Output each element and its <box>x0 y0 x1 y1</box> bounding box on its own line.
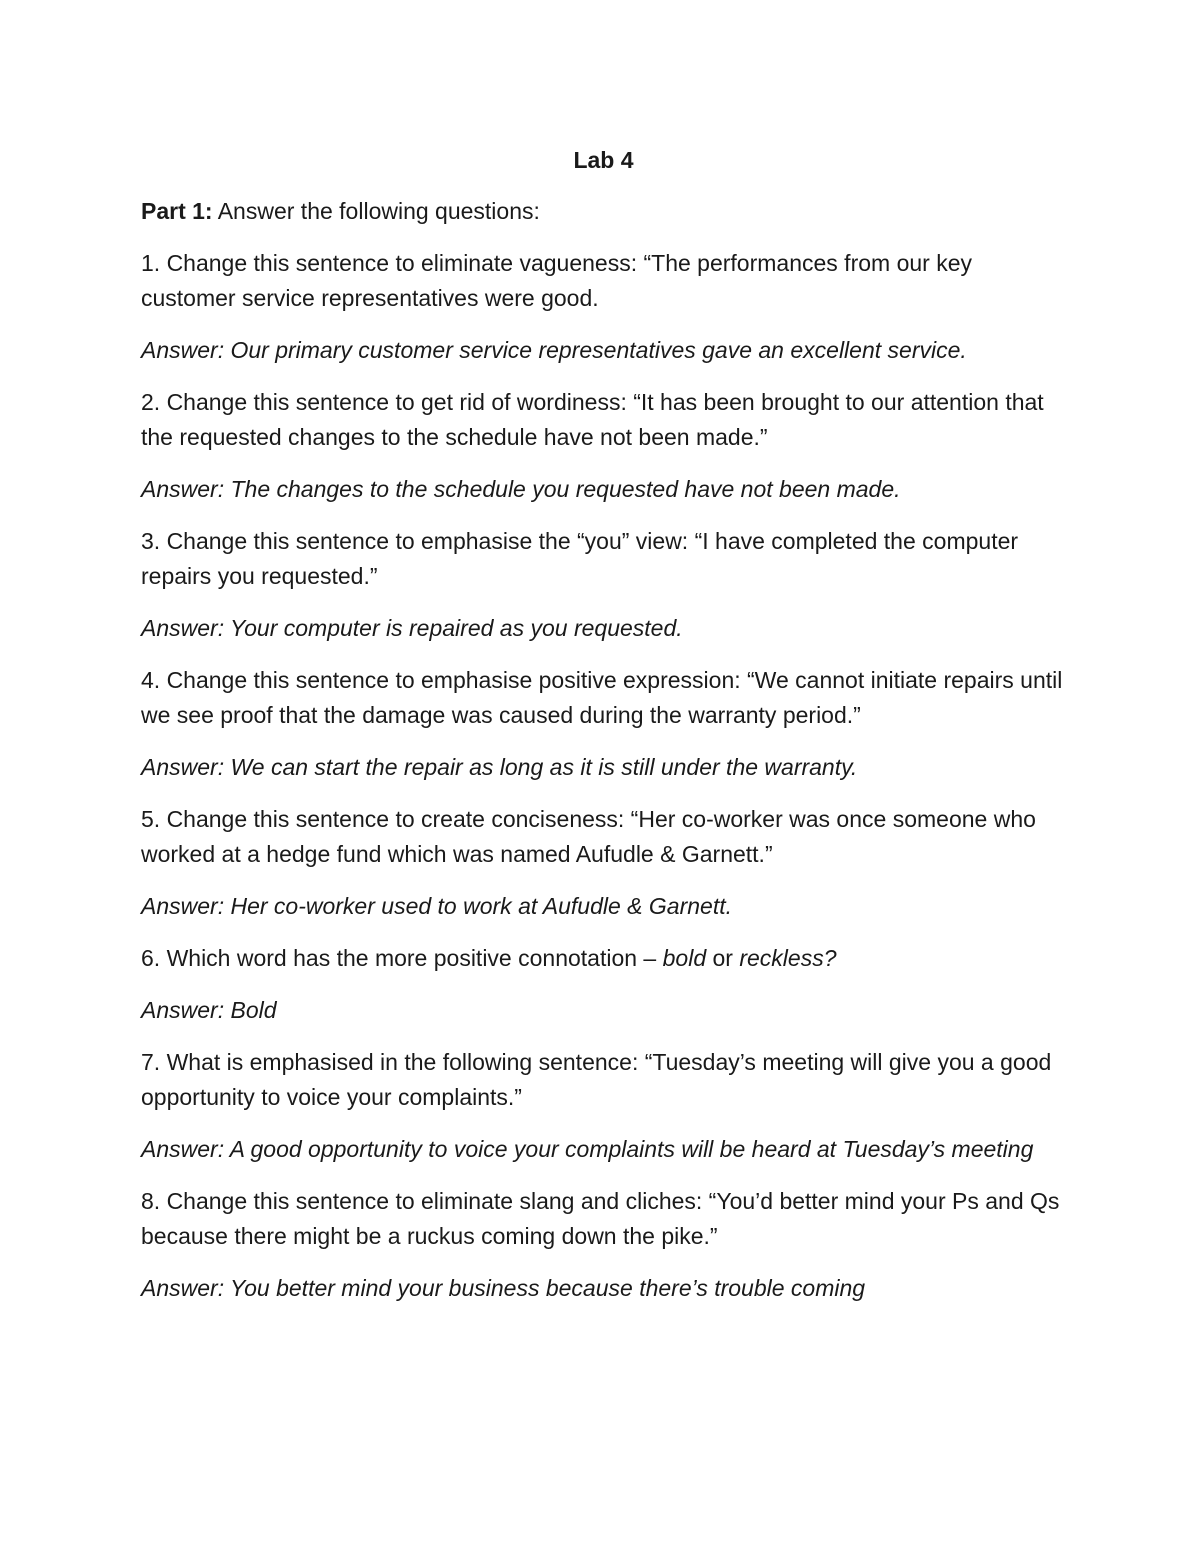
answer-3: Answer: Your computer is repaired as you requested. <box>141 615 683 641</box>
answer-7: Answer: A good opportunity to voice your complaints will be heard at Tuesday’s meeting <box>141 1136 1034 1162</box>
part-intro: Answer the following questions: <box>212 198 540 224</box>
answer-8: Answer: You better mind your business because there’s trouble coming <box>141 1275 866 1301</box>
question-3: 3. Change this sentence to emphasise the “you” view: “I have completed the computer repairs you requested.” <box>141 528 1019 589</box>
question-8: 8. Change this sentence to eliminate slang and cliches: “You’d better mind your Ps and Qs because there might be a ruckus coming down the pike.” <box>141 1188 1060 1249</box>
answer-6: Answer: Bold <box>141 997 277 1023</box>
question-2: 2. Change this sentence to get rid of wordiness: “It has been brought to our attention that the requested changes to the schedule have not been made.” <box>141 389 1044 450</box>
answer-1: Answer: Our primary customer service representatives gave an excellent service. <box>141 337 967 363</box>
question-6-word-bold: bold <box>662 945 707 971</box>
document-body <box>141 143 1066 1323</box>
question-6-suffix: ? <box>823 945 837 971</box>
answer-2: Answer: The changes to the schedule you requested have not been made. <box>141 476 901 502</box>
part-label: Part 1: <box>141 198 213 224</box>
document-title: Lab 4 <box>573 147 634 173</box>
question-6-mid: or <box>706 945 740 971</box>
question-6-word-reckless: reckless <box>739 945 824 971</box>
part-heading <box>141 194 1066 229</box>
answer-4: Answer: We can start the repair as long as it is still under the warranty. <box>141 754 858 780</box>
question-7: 7. What is emphasised in the following sentence: “Tuesday’s meeting will give you a good opportunity to voice your complaints.” <box>141 1049 1052 1110</box>
question-6 <box>141 941 1066 976</box>
question-1: 1. Change this sentence to eliminate vagueness: “The performances from our key customer service representatives were good. <box>141 250 972 311</box>
question-5: 5. Change this sentence to create conciseness: “Her co-worker was once someone who worked at a hedge fund which was named Aufudle & Garnett.” <box>141 806 1036 867</box>
question-4: 4. Change this sentence to emphasise positive expression: “We cannot initiate repairs until we see proof that the damage was caused during the warranty period.” <box>141 667 1063 728</box>
answer-5: Answer: Her co-worker used to work at Aufudle & Garnett. <box>141 893 733 919</box>
question-6-prefix: 6. Which word has the more positive connotation – <box>141 945 663 971</box>
